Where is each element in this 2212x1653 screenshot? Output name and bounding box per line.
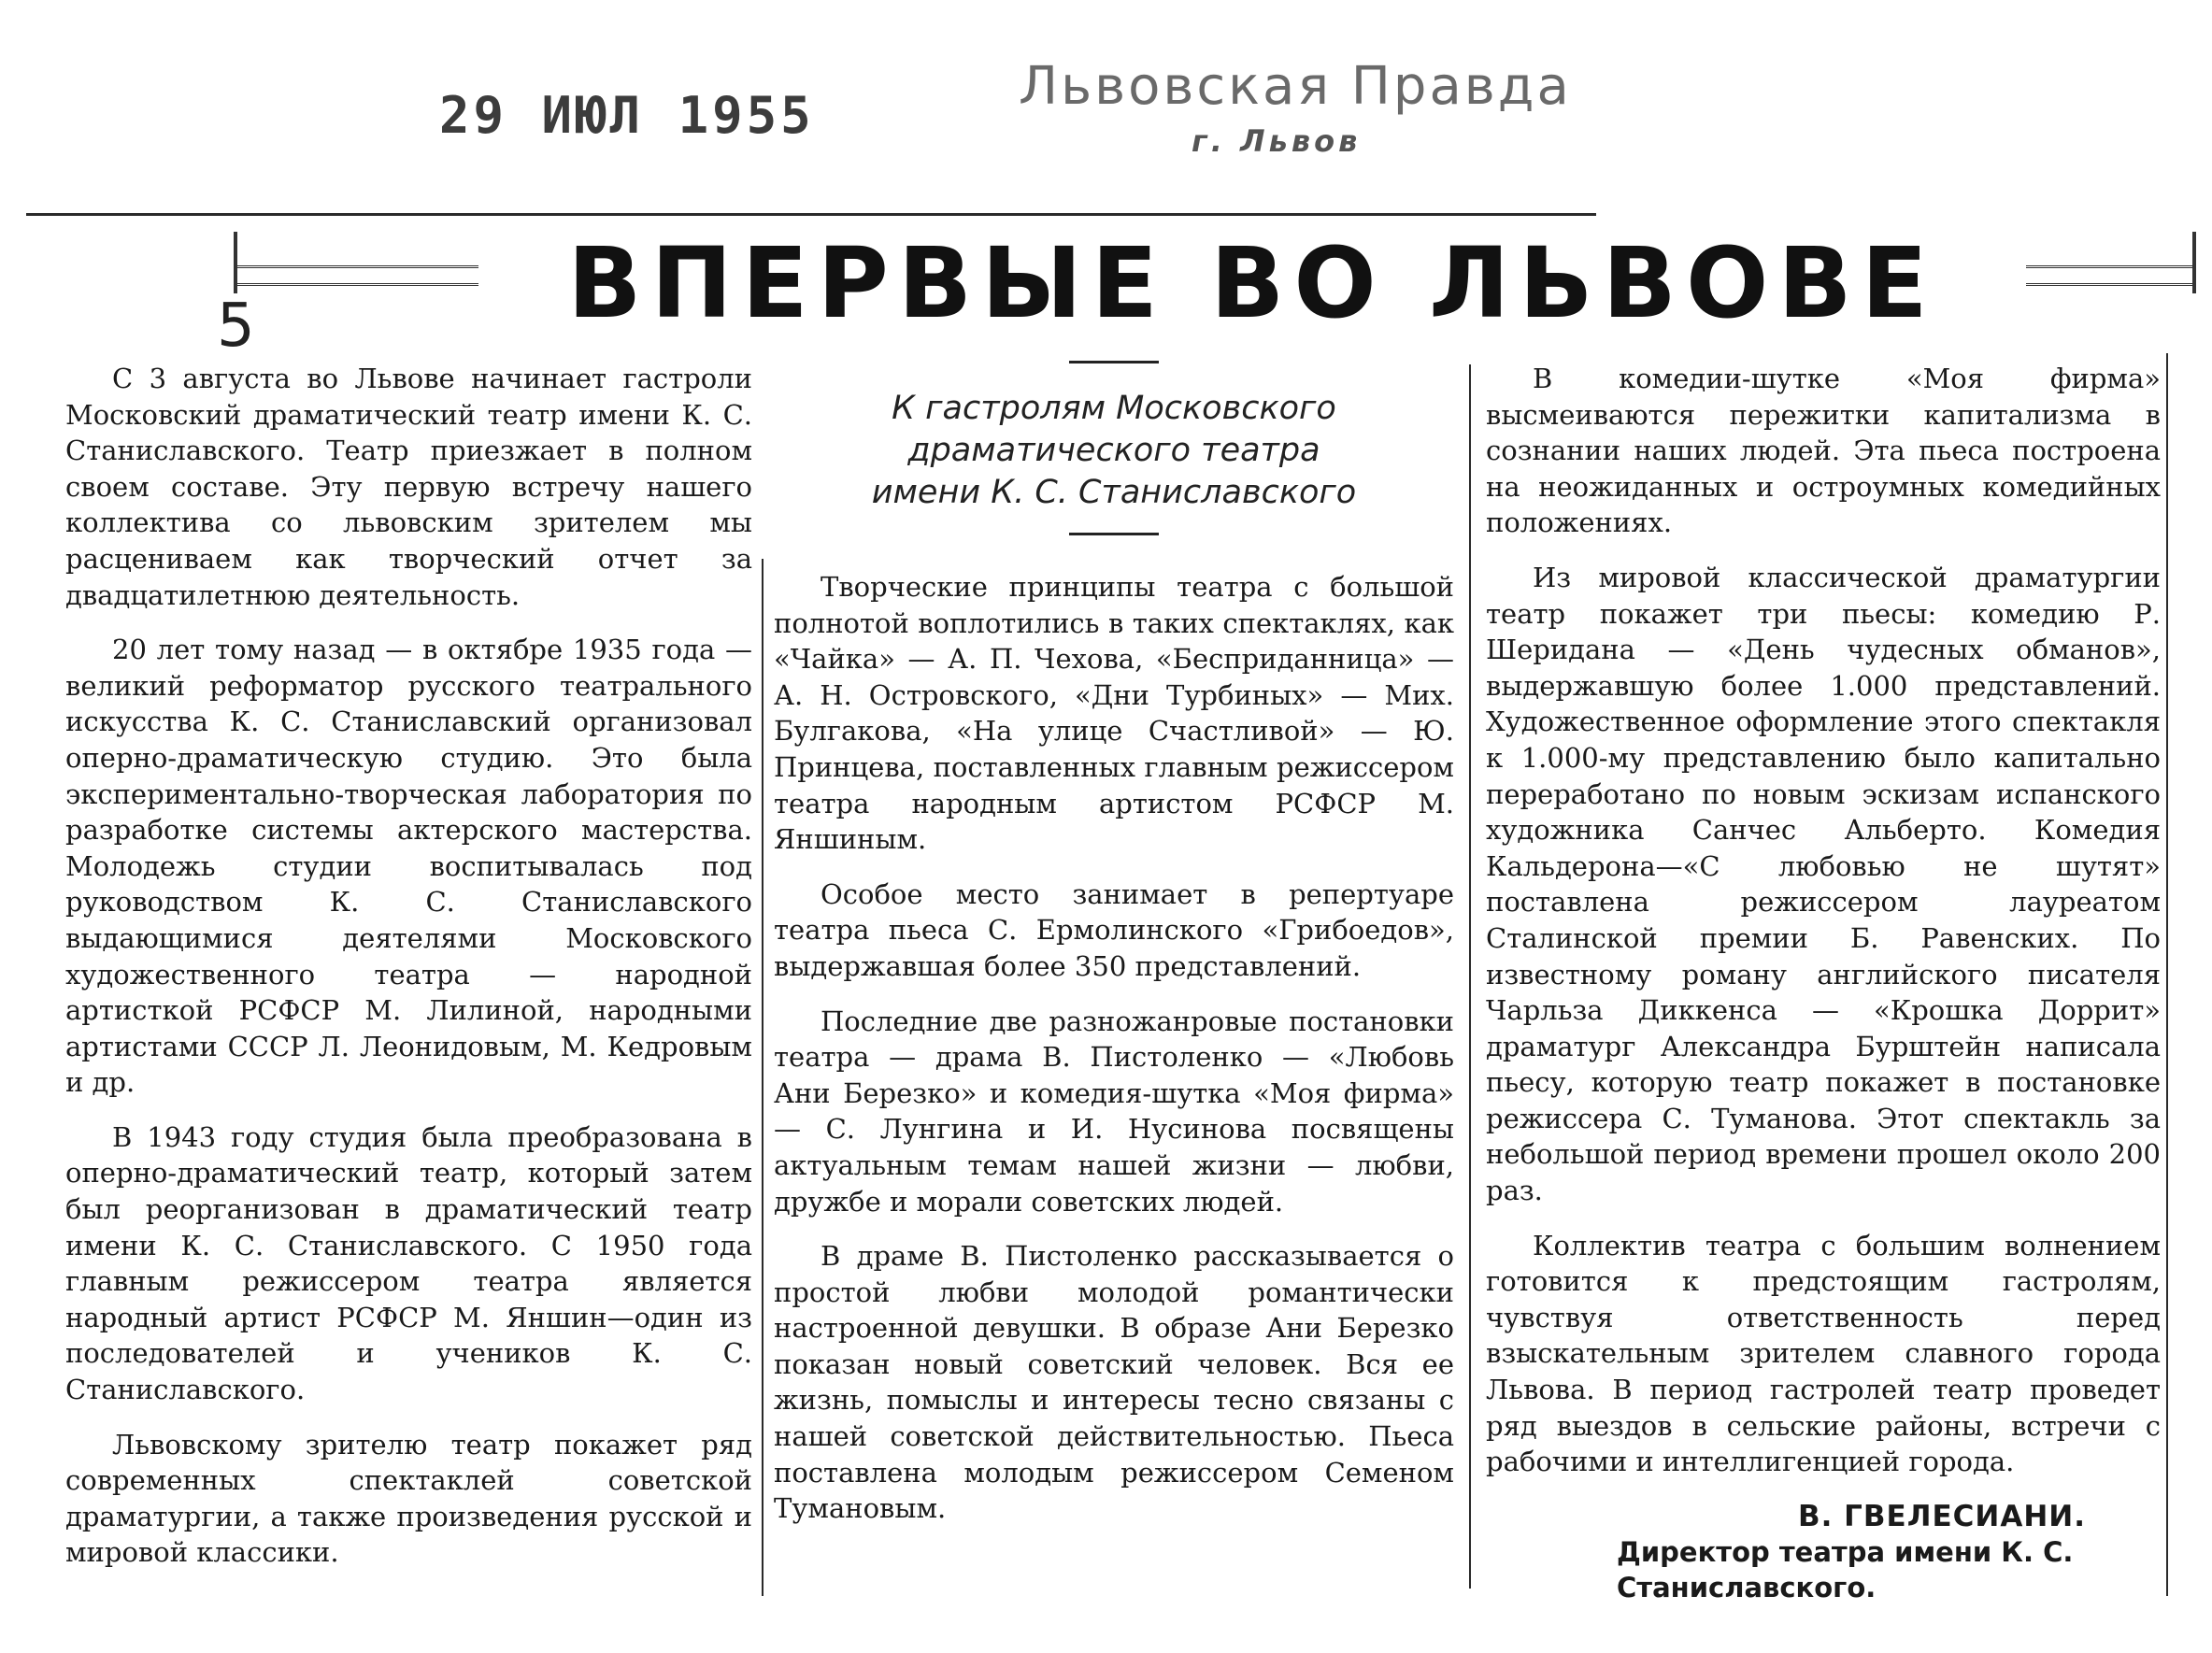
column-3 [1486,361,2161,1605]
paragraph: Из мировой классической драматургии театр покажет три пьесы: комедию Р. Шеридана — «День чудесных обманов», выдержавшую более 1.000 представлений. Художественное оформление этого спектакля к 1.000-му представлению было капитально переработано по новым эскизам испанского художника Санчес Альберто. Комедия Кальдерона—«С любовью не шутят» поставлена режиссером лауреатом Сталинской премии Б. Равенских. По известному роману английского писателя Чарльза Диккенса — «Крошка Доррит» драматург Александра Бурштейн написала пьесу, которую театр покажет в постановке режиссера С. Туманова. Этот спектакль за небольшой период времени прошел около 200 раз. [1486,561,2161,1207]
subtitle-line: драматического театра [907,432,1320,469]
right-border [2166,353,2168,1596]
headline: ВПЕРВЫЕ ВО ЛЬВОВЕ [567,226,1937,340]
subtitle-dash-top [1069,361,1159,363]
subtitle-line: К гастролям Московского [892,390,1336,427]
headline-row [234,226,2196,340]
paragraph: В комедии-шутке «Моя фирма» высмеиваются пережитки капитализма в сознании наших людей. Эта пьеса построена на неожиданных и остроумных комедийных положениях. [1486,363,2161,539]
signature-name: В. ГВЕЛЕСИАНИ. [1797,1499,2086,1533]
column-2 [774,361,1454,1546]
handwritten-mark: 5 [217,292,255,361]
subtitle-line: имени К. С. Станиславского [871,474,1357,511]
paragraph: С 3 августа во Львове начинает гастроли Московский драматический театр имени К. С. Станиславского. Театр приезжает в полном своем составе. Эту первую встречу нашего коллектива со львовским зрителем мы расцениваем как творческий отчет за двадцатилетнюю деятельность. [65,363,752,611]
paragraph: Творческие принципы театра с большой полнотой воплотились в таких спектаклях, как «Чайка» — А. П. Чехова, «Бесприданница» — А. Н. Островского, «Дни Турбиных» — Мих. Булгакова, «На улице Счастливой» — Ю. Принцева, поставленных главным режиссером театра народным артистом РСФСР М. Яншиным. [774,571,1454,856]
paragraph: Коллектив театра с большим волнением готовится к предстоящим гастролям, чувствуя ответственность перед взыскательным зрителем славного города Львова. В период гастролей театр проведет ряд выездов в сельские районы, встречи с рабочими и интеллигенцией города. [1486,1229,2161,1478]
paragraph: 20 лет тому назад — в октябре 1935 года — великий реформатор русского театрального искусства К. С. Станиславский организовал оперно-драматическую студию. Это была экспериментально-творческая лаборатория по разработке системы актерского мастерства. Молодежь студии воспитывалась под руководством К. С. Станиславского выдающимися деятелями Московского художественного театра — народной артисткой РСФСР М. Лилиной, народными артистами СССР Л. Леонидовым, М. Кедровым и др. [65,634,752,1099]
subtitle-dash-bottom [1069,533,1159,535]
column-divider-2 [1469,364,1471,1589]
subtitle [774,388,1454,514]
city-stamp: г. Львов [1192,123,1362,159]
column-divider-1 [762,559,763,1596]
paragraph: Особое место занимает в репертуаре театра пьеса С. Ермолинского «Грибоедов», выдержавшая более 350 представлений. [774,877,1454,982]
paragraph: Львовскому зрителю театр покажет ряд современных спектаклей советской драматургии, а также произведения русской и мировой классики. [65,1428,752,1569]
paragraph: В 1943 году студия была преобразована в оперно-драматический театр, который затем был реорганизован в драматический театр имени К. С. Станиславского. С 1950 года главным режиссером театра является народный артист РСФСР М. Яншин—один из последователей и учеников К. С. Станиславского. [65,1120,752,1406]
paragraph: В драме В. Пистоленко рассказывается о простой любви молодой романтически настроенной девушки. В образе Ани Березко показан новый советский человек. Вся ее жизнь, помыслы и интересы тесно связаны с нашей советской действительностью. Пьеса поставлена молодым режиссером Семеном Тумановым. [774,1240,1454,1525]
headline-bar-end-right [2192,232,2196,293]
paragraph: Последние две разножанровые постановки театра — драма В. Пистоленко — «Любовь Ани Березко» и комедия-шутка «Моя фирма» — С. Лунгина и И. Нусинова посвящены актуальным темам нашей жизни — любви, дружбе и морали советских людей. [774,1005,1454,1218]
column-1 [65,361,752,1589]
signature-title: Директор театра имени К. С. Станиславского. [1617,1536,2074,1604]
newspaper-stamp: Львовская Правда [1019,56,1572,117]
headline-bar-left [234,265,478,286]
headline-bar-right [2026,265,2196,286]
date-stamp: 29 ИЮЛ 1955 [439,86,815,145]
top-rule [26,213,1596,216]
